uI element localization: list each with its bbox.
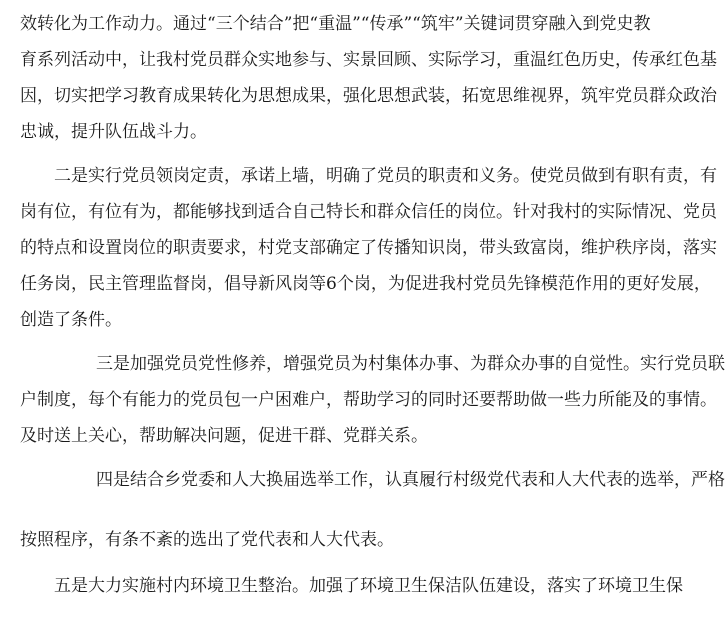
paragraph3-line-2: 户制度，每个有能力的党员包一户困难户，帮助学习的同时还要帮助做一些力所能及的事情。 [20,390,717,410]
paragraph1-line-2: 育系列活动中，让我村党员群众实地参与、实景回顾、实际学习，重温红色历史，传承红色基 [20,50,717,70]
paragraph3-line-3: 及时送上关心，帮助解决问题，促进干群、党群关系。 [20,426,428,446]
paragraph1-line-1: 效转化为工作动力。通过“三个结合”把“重温”“传承”“筑牢”关键词贯穿融入到党史教 [20,14,651,34]
paragraph4-line-2: 按照程序，有条不紊的选出了党代表和人大代表。 [20,530,394,550]
paragraph2-line-2: 岗有位，有位有为，都能够找到适合自己特长和群众信任的岗位。针对我村的实际情况、党员 [20,202,717,222]
paragraph5-line-1: 五是大力实施村内环境卫生整治。加强了环境卫生保洁队伍建设，落实了环境卫生保 [54,576,683,596]
paragraph2-line-1: 二是实行党员领岗定责，承诺上墙，明确了党员的职责和义务。使党员做到有职有责，有 [54,166,717,186]
paragraph3-line-1: 三是加强党员党性修养，增强党员为村集体办事、为群众办事的自觉性。实行党员联 [96,354,725,374]
paragraph1-line-4: 忠诚，提升队伍战斗力。 [20,122,207,142]
paragraph2-line-5: 创造了条件。 [20,310,122,330]
paragraph4-line-1: 四是结合乡党委和人大换届选举工作，认真履行村级党代表和人大代表的选举，严格 [96,470,725,490]
paragraph1-line-3: 因，切实把学习教育成果转化为思想成果，强化思想武装，拓宽思维视界，筑牢党员群众政治 [20,86,717,106]
paragraph2-line-3: 的特点和设置岗位的职责要求，村党支部确定了传播知识岗，带头致富岗，维护秩序岗，落实 [20,238,717,258]
paragraph2-line-4: 任务岗，民主管理监督岗，倡导新风岗等6个岗，为促进我村党员先锋模范作用的更好发展， [20,274,711,294]
